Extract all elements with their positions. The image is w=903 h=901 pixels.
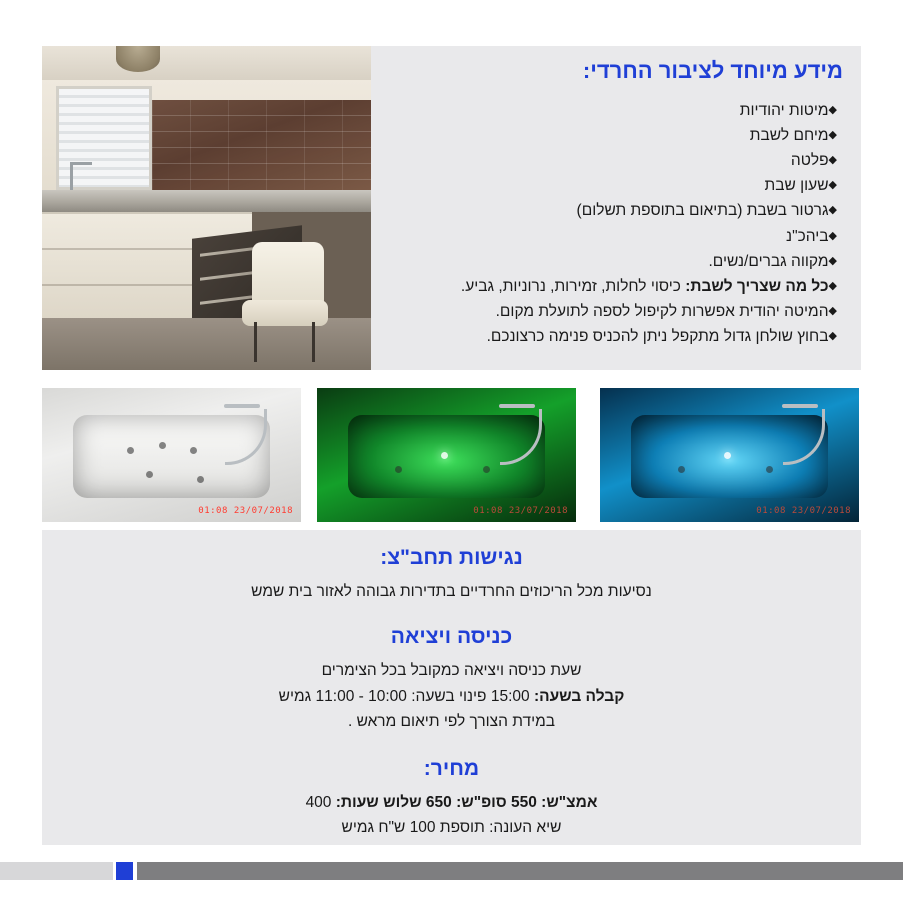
list-item-label: מיטות יהודיות <box>739 102 829 119</box>
jacuzzi-photo-white <box>42 388 301 522</box>
countertop <box>42 190 371 212</box>
jet-nozzle <box>483 466 490 473</box>
diamond-bullet-icon: ◆ <box>828 104 837 116</box>
info-panel <box>42 46 861 370</box>
jacuzzi-photo-green <box>317 388 576 522</box>
details-panel <box>42 530 861 845</box>
chair <box>238 242 330 360</box>
list-item <box>375 299 843 324</box>
list-item-label: שעון שבת <box>764 177 829 195</box>
ceiling-lamp-icon <box>116 46 160 72</box>
checkin-line-2-rest: 15:00 פינוי בשעה: 10:00 - 11:00 גמיש <box>278 687 534 705</box>
diamond-bullet-icon: ◆ <box>828 129 837 142</box>
diamond-bullet-icon: ◆ <box>828 154 837 167</box>
list-item-label: ביהכ"נ <box>786 227 829 245</box>
tub-tap <box>224 404 260 408</box>
faucet <box>70 162 73 192</box>
footer-left-block <box>0 862 113 880</box>
diamond-bullet-icon: ◆ <box>828 254 837 267</box>
photo-strip <box>42 388 861 522</box>
chair-leg <box>312 322 315 362</box>
jet-nozzle <box>190 447 197 454</box>
list-item <box>375 123 843 148</box>
transport-title: נגישות תחב"צ: <box>380 546 523 569</box>
price-line-1 <box>42 791 861 814</box>
info-block <box>375 58 843 349</box>
diamond-bullet-icon: ◆ <box>828 279 837 292</box>
list-item-label: כיסוי לחלות, זמירות, נרוניות, גביע. <box>460 277 686 295</box>
jet-nozzle <box>146 471 153 478</box>
footer-accent-square <box>116 862 133 880</box>
diamond-bullet-icon: ◆ <box>828 179 837 192</box>
list-item-label: גרטור בשבת (בתיאום בתוספת תשלום) <box>576 202 829 220</box>
tub-tap <box>782 404 818 408</box>
footer-bar <box>0 862 903 880</box>
list-item <box>375 324 843 349</box>
list-item <box>375 173 843 198</box>
checkin-line-2-bold: קבלה בשעה: <box>533 687 625 705</box>
list-item <box>375 224 843 249</box>
footer-right-block <box>137 862 903 880</box>
checkin-title: כניסה ויציאה <box>390 625 513 649</box>
checkin-line-1: שעת כניסה ויציאה כמקובל בכל הצימרים <box>321 662 582 680</box>
diamond-bullet-icon: ◆ <box>828 304 837 317</box>
list-item-label-bold: כל מה שצריך לשבת: <box>685 277 829 295</box>
list-item <box>375 98 843 123</box>
checkin-line-2 <box>42 685 861 708</box>
price-line-1-bold: אמצ"ש: 550 סופ"ש: 650 שלוש שעות: <box>335 794 598 811</box>
price-title: מחיר: <box>423 757 480 780</box>
brick-backsplash <box>152 100 371 196</box>
jet-nozzle <box>395 466 402 473</box>
ceiling <box>42 46 371 80</box>
chair-leg <box>254 322 257 362</box>
list-item <box>375 249 843 274</box>
price-line-2: שיא העונה: תוספת 100 ש"ח גמיש <box>341 819 562 837</box>
list-item-label: המיטה יהודית אפשרות לקיפול לספה לתועלת מקום. <box>495 302 829 320</box>
checkin-line-3: במידת הצורך לפי תיאום מראש . <box>347 712 556 730</box>
info-title: מידע מיוחד לציבור החרדי: <box>582 58 843 83</box>
chair-back <box>252 242 324 308</box>
photo-timestamp: 23/07/2018 01:08 <box>473 506 568 516</box>
photo-timestamp: 23/07/2018 01:08 <box>756 506 851 516</box>
list-item-label: מיחם לשבת <box>749 127 829 145</box>
tub-tap <box>499 404 535 408</box>
diamond-bullet-icon: ◆ <box>828 329 837 342</box>
transport-line: נסיעות מכל הריכוזים החרדיים בתדירות גבוהה לאזור בית שמש <box>251 583 652 600</box>
jet-nozzle <box>159 442 166 449</box>
diamond-bullet-icon: ◆ <box>828 229 837 242</box>
list-item-label: בחוץ שולחן גדול מתקפל ניתן להכניס פנימה כרצונכם. <box>486 327 829 345</box>
faucet-arm <box>70 162 92 165</box>
kitchen-photo <box>42 46 371 370</box>
jet-nozzle <box>678 466 685 473</box>
jacuzzi-photo-blue <box>600 388 859 522</box>
price-line-1-rest: 400 <box>305 794 336 811</box>
jet-nozzle <box>766 466 773 473</box>
list-item <box>375 198 843 223</box>
list-item-label: מקווה גברים/נשים. <box>708 252 829 270</box>
list-item-label: פלטה <box>790 152 829 170</box>
list-item <box>375 148 843 173</box>
list-item <box>375 274 843 299</box>
diamond-bullet-icon: ◆ <box>828 204 837 217</box>
info-list <box>375 98 843 349</box>
photo-timestamp: 23/07/2018 01:08 <box>198 506 293 516</box>
